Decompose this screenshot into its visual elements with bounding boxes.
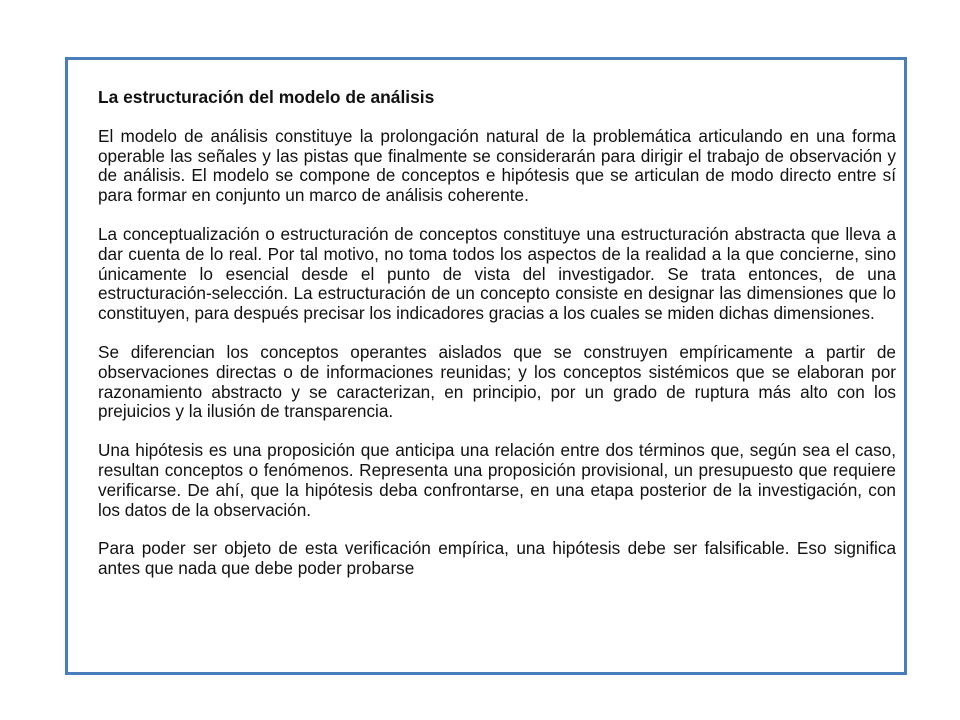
paragraph-hypothesis: Una hipótesis es una proposición que anticipa una relación entre dos términos que, según sea el caso, resultan conceptos o fenómenos. Representa una proposición provisional, un presupuesto que requiere verificarse. De ahí, que la hipótesis deba confrontarse, en una etapa posterior de la investigación, con los datos de la observación. bbox=[98, 440, 896, 520]
document-content bbox=[98, 88, 896, 598]
document-title: La estructuración del modelo de análisis bbox=[98, 87, 435, 107]
paragraph-verification: Para poder ser objeto de esta verificación empírica, una hipótesis debe ser falsificable. Eso significa antes que nada que debe poder probarse bbox=[98, 538, 896, 579]
paragraph-concept-types: Se diferencian los conceptos operantes aislados que se construyen empíricamente a partir de observaciones directas o de informaciones reunidas; y los conceptos sistémicos que se elaboran por razonamiento abstracto y se caracterizan, en principio, por un grado de ruptura más alto con los prejuicios y la ilusión de transparencia. bbox=[98, 341, 896, 422]
paragraph-model: El modelo de análisis constituye la prolongación natural de la problemática articulando en una forma operable las señales y las pistas que finalmente se considerarán para dirigir el trabajo de observación y de análisis. El modelo se compone de conceptos e hipótesis que se articulan de modo directo entre sí para formar en conjunto un marco de análisis coherente. bbox=[98, 125, 896, 206]
document-frame bbox=[65, 57, 907, 675]
paragraph-conceptualization: La conceptualización o estructuración de conceptos constituye una estructuración abstracta que lleva a dar cuenta de lo real. Por tal motivo, no toma todos los aspectos de la realidad a la que concierne, sino únicamente lo esencial desde el punto de vista del investigador. Se trata entonces, de una estructuración-selección. La estructuración de un concepto consiste en designar las dimensiones que lo constituyen, para después precisar los indicadores gracias a los cuales se miden dichas dimensiones. bbox=[98, 223, 896, 324]
